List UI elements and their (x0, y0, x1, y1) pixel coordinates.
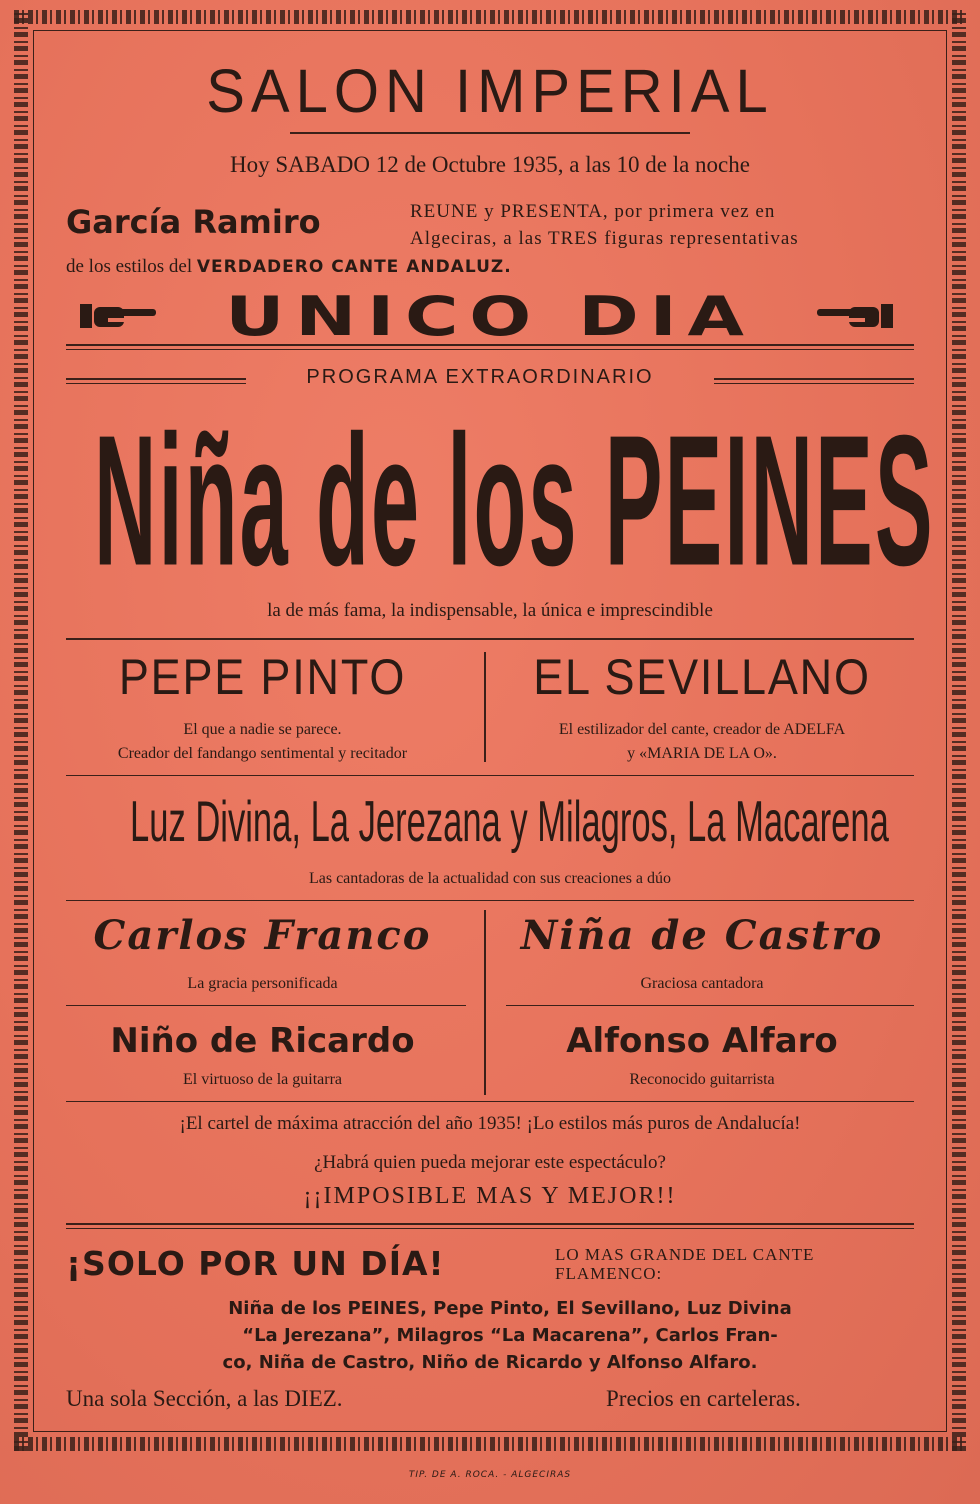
artist-list-3: co, Niña de Castro, Niño de Ricardo y Alfonso Alfaro. (222, 1352, 758, 1373)
artist-carlos-franco: Carlos Franco (93, 912, 432, 959)
nina-de-castro-desc: Graciosa cantadora (640, 975, 764, 992)
solo-por-un-dia: ¡SOLO POR UN DÍA! (66, 1244, 445, 1283)
carlos-franco-desc: La gracia personificada (187, 975, 338, 992)
slogan-line-3: ¡¡IMPOSIBLE MAS Y MEJOR!! (303, 1183, 677, 1209)
solo-side-2: FLAMENCO: (555, 1264, 663, 1283)
artist-nino-de-ricardo: Niño de Ricardo (110, 1021, 415, 1061)
ornamental-border-top (14, 10, 966, 24)
cantadoras-names: Luz Divina, La Jerezana y Milagros, La Macarena (130, 790, 889, 855)
rule-after-row3 (66, 1101, 914, 1102)
divider-row23 (484, 910, 486, 1095)
headliner-tagline: la de más fama, la indispensable, la única e imprescindible (267, 600, 713, 621)
ornamental-border-bottom (14, 1437, 966, 1451)
cantadoras-desc: Las cantadoras de la actualidad con sus creaciones a dúo (308, 870, 672, 887)
pepe-pinto-desc-2: Creador del fandango sentimental y recitador (117, 745, 408, 762)
rule-before-bottom-1 (66, 1223, 914, 1225)
rule-after-tagline (66, 638, 914, 640)
solo-side-1: LO MAS GRANDE DEL CANTE (555, 1245, 815, 1264)
sevillano-desc-2: y «MARIA DE LA O». (627, 745, 777, 762)
verdadero-cante: VERDADERO CANTE ANDALUZ. (196, 257, 512, 277)
artist-list-1: Niña de los PEINES, Pepe Pinto, El Sevillano, Luz Divina (228, 1298, 792, 1319)
programa-rule-left (66, 378, 246, 380)
venue-title: SALON IMPERIAL (206, 57, 774, 126)
presenter-name: García Ramiro (66, 203, 321, 241)
alfonso-alfaro-desc: Reconocido guitarrista (629, 1071, 775, 1088)
programa-rule-right-2 (714, 383, 914, 384)
rule-row2-left (66, 1005, 466, 1006)
ornamental-border-right (952, 10, 966, 1451)
presenter-text-3a: de los estilos del (66, 256, 193, 277)
nino-de-ricardo-desc: El virtuoso de la guitarra (182, 1071, 343, 1088)
sevillano-desc-1: El estilizador del cante, creador de ADELFA (558, 721, 846, 738)
presenter-text-2: Algeciras, a las TRES figuras representativas (410, 228, 799, 249)
presenter-text-3 (66, 256, 512, 278)
unico-dia: UNICO DIA (225, 285, 755, 348)
date-line: Hoy SABADO 12 de Octubre 1935, a las 10 de la noche (230, 152, 750, 177)
rule-row2-right (506, 1005, 914, 1006)
programa-extraordinario: PROGRAMA EXTRAORDINARIO (306, 366, 654, 388)
artist-pepe-pinto: PEPE PINTO (118, 649, 407, 705)
programa-rule-left-2 (66, 383, 246, 384)
artist-list-2: “La Jerezana”, Milagros “La Macarena”, Carlos Fran- (242, 1325, 778, 1346)
ornamental-border-left (14, 10, 28, 1451)
slogan-line-2: ¿Habrá quien pueda mejorar este espectáculo? (314, 1152, 666, 1173)
presenter-text-1: REUNE y PRESENTA, por primera vez en (410, 201, 776, 222)
artist-el-sevillano: EL SEVILLANO (533, 649, 871, 705)
rule-after-cantadoras (66, 900, 914, 901)
divider-row1 (484, 652, 486, 762)
slogan-line-1: ¡El cartel de máxima atracción del año 1935! ¡Lo estilos más puros de Andalucía! (179, 1113, 801, 1134)
programa-rule-right (714, 378, 914, 380)
title-underline (290, 132, 690, 134)
rule-double-top-1 (66, 344, 914, 346)
rule-double-top-2 (66, 349, 914, 350)
pepe-pinto-desc-1: El que a nadie se parece. (183, 721, 342, 738)
una-sola-seccion: Una sola Sección, a las DIEZ. (66, 1386, 343, 1411)
headliner-name: Niña de los PEINES (93, 397, 935, 605)
printer-imprint: TIP. DE A. ROCA. - ALGECIRAS (408, 1470, 572, 1480)
artist-alfonso-alfaro: Alfonso Alfaro (566, 1021, 838, 1061)
artist-nina-de-castro: Niña de Castro (520, 912, 884, 959)
rule-after-row1 (66, 775, 914, 776)
rule-before-bottom-2 (66, 1228, 914, 1229)
precios: Precios en carteleras. (606, 1386, 801, 1411)
